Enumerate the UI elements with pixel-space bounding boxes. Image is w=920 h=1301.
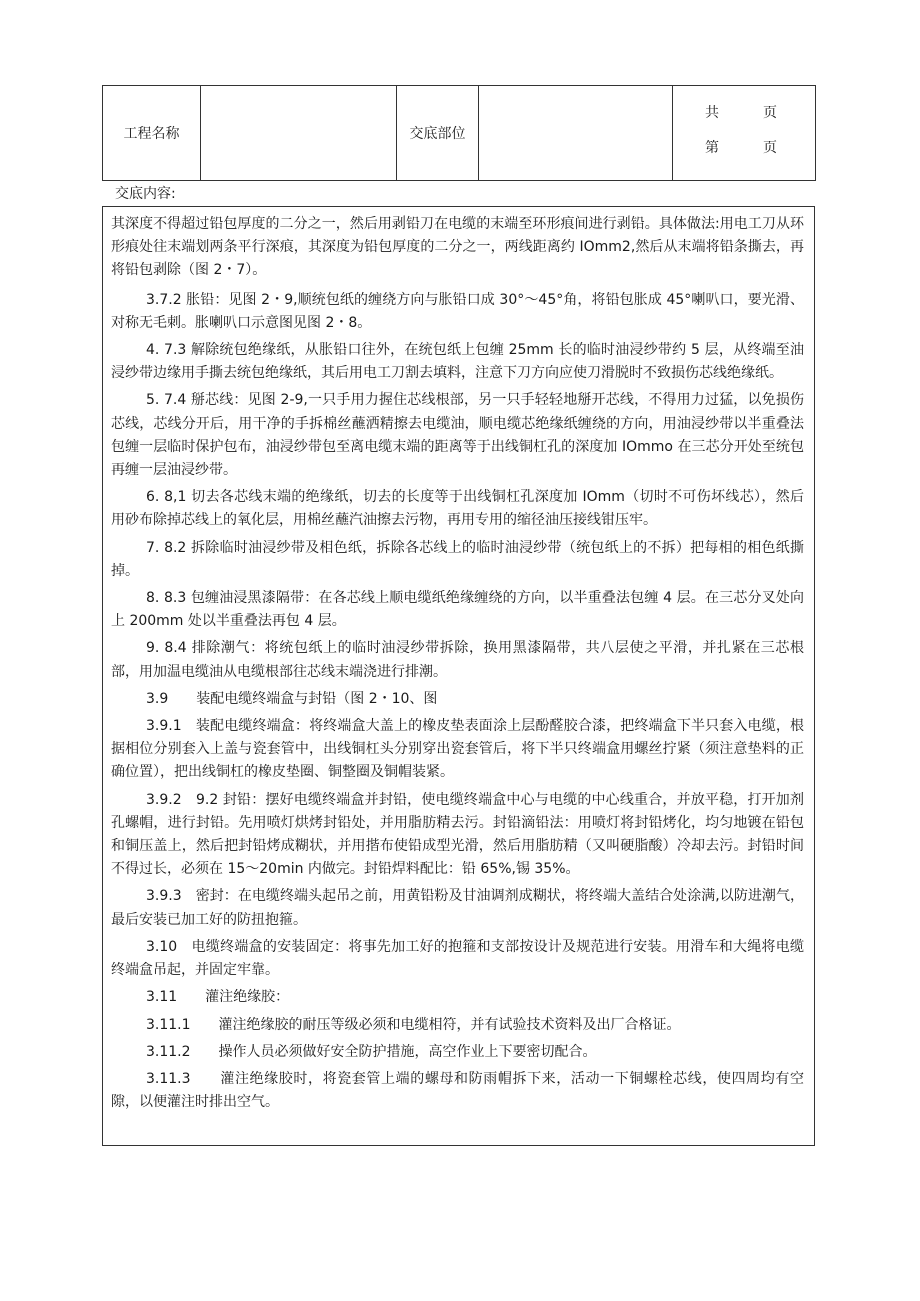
paragraph: 9. 8.4 排除潮气：将统包纸上的临时油浸纱带拆除，换用黑漆隔带，共八层使之平滑，并扎紧在三芯根部，用加温电缆油从电缆根部往芯线末端浇进行排潮。 — [111, 640, 804, 680]
paragraph: 3.11.2 操作人员必须做好安全防护措施，高空作业上下要密切配合。 — [146, 1043, 597, 1060]
project-name-value — [201, 86, 397, 181]
page-number-line — [673, 133, 815, 180]
section-heading: 3.9 装配电缆终端盒与封铅（图 2・10、图 — [146, 690, 438, 707]
paragraph: 3.10 电缆终端盒的安装固定：将事先加工好的抱箍和支部按设计及规范进行安装。用滑车和大绳将电缆终端盒吊起，并固定牢靠。 — [111, 938, 804, 979]
content-label: 交底内容: — [115, 186, 176, 202]
paragraph: 3.9.1 装配电缆终端盒：将终端盒大盖上的橡皮垫表面涂上层酚醛胶合漆，把终端盒下半只套入电缆，根据相位分别套入上盖与瓷套管中，出线铜杠头分别穿出瓷套管后，将下半只终端盒用螺丝拧紧（须注意垫料的正确位置），把出线铜杠的橡皮垫圈、铜整圈及铜帽装紧。 — [111, 718, 804, 781]
paragraph: 其深度不得超过铅包厚度的二分之一，然后用剥铅刀在电缆的末端至环形痕间进行剥铅。具体做法:用电工刀从环形痕处往末端划两条平行深痕，其深度为铅包厚度的二分之一，两线距离约 IOmm2,然后从末端将铅条撕去，再将铅包剥除（图 2・7）。 — [111, 216, 804, 279]
content-body — [102, 206, 815, 1146]
paragraph: 3.9.2 9.2 封铅：摆好电缆终端盒并封铅，使电缆终端盒中心与电缆的中心线重合，并放平稳，打开加剂孔螺帽，进行封铅。先用喷灯烘烤封铅处，并用脂肪精去污。封铅滴铅法：用喷灯将封铅烤化，均匀地镀在铅包和铜压盖上，然后把封铅烤成糊状，并用揩布使铅成型光滑，然后用脂肪精（又叫硬脂酸）冷却去污。封铅时间不得过长，必须在 15～20min 内做完。封铅焊料配比：铅 65%,锡 35%。 — [111, 791, 804, 878]
handover-part-label: 交底部位 — [397, 86, 479, 181]
paragraph: 3.11.3 灌注绝缘胶时，将瓷套管上端的螺母和防雨帽拆下来，活动一下铜螺栓芯线，使四周均有空隙，以便灌注时排出空气。 — [111, 1070, 804, 1111]
paragraph: 3.7.2 胀铅：见图 2・9,顺统包纸的缠绕方向与胀铅口成 30°～45°角，将铅包胀成 45°喇叭口，要光滑、对称无毛刺。胀喇叭口示意图见图 2・8。 — [111, 291, 804, 331]
total-pages-line — [673, 86, 815, 133]
page-counter — [673, 86, 816, 181]
total-pages-suffix: 页 — [763, 105, 777, 121]
page-number-prefix: 第 — [705, 140, 719, 156]
project-name-label: 工程名称 — [103, 86, 201, 181]
header-table — [102, 85, 816, 181]
section-heading: 3.11 灌注绝缘胶： — [146, 989, 290, 1006]
paragraph: 8. 8.3 包缠油浸黑漆隔带：在各芯线上顺电缆纸绝缘缠绕的方向，以半重叠法包缠 4 层。在三芯分叉处向上 200mm 处以半重叠法再包 4 层。 — [111, 590, 804, 630]
paragraph: 4. 7.3 解除统包绝缘纸，从胀铅口往外，在统包纸上包缠 25mm 长的临时油浸纱带约 5 层，从终端至油浸纱带边缘用手撕去统包绝缘纸，其后用电工刀割去填料，注意下刀方向应使刀滑脱时不致损伤芯线绝缘纸。 — [111, 342, 804, 382]
page-number-suffix: 页 — [763, 140, 777, 156]
paragraph: 5. 7.4 掰芯线：见图 2-9,一只手用力握住芯线根部，另一只手轻轻地掰开芯线，不得用力过猛，以免损伤芯线，芯线分开后，用干净的手拆棉丝蘸洒精擦去电缆油，顺电缆芯绝缘纸缠绕的方向，用油浸纱带以半重叠法包缠一层临时保护包布，油浸纱带包至离电缆末端的距离等于出线铜杠孔的深度加 IOmmo 在三芯分开处至统包再缠一层油浸纱带。 — [111, 392, 804, 479]
paragraph: 6. 8,1 切去各芯线末端的绝缘纸，切去的长度等于出线铜杠孔深度加 IOmm（切时不可伤坏线芯），然后用砂布除掉芯线上的氧化层，用棉丝蘸汽油擦去污物，再用专用的缩径油压接线钳压牢。 — [111, 489, 804, 529]
paragraph: 7. 8.2 拆除临时油浸纱带及相色纸，拆除各芯线上的临时油浸纱带（统包纸上的不拆）把每相的相色纸撕掉。 — [111, 539, 804, 579]
paragraph: 3.9.3 密封：在电缆终端头起吊之前，用黄铅粉及甘油调剂成糊状，将终端大盖结合处涂满,以防进潮气，最后安装已加工好的防扭抱箍。 — [111, 888, 804, 928]
paragraph: 3.11.1 灌注绝缘胶的耐压等级必须和电缆相符，并有试验技术资料及出厂合格证。 — [146, 1016, 681, 1033]
total-pages-prefix: 共 — [705, 105, 719, 121]
handover-part-value — [479, 86, 673, 181]
